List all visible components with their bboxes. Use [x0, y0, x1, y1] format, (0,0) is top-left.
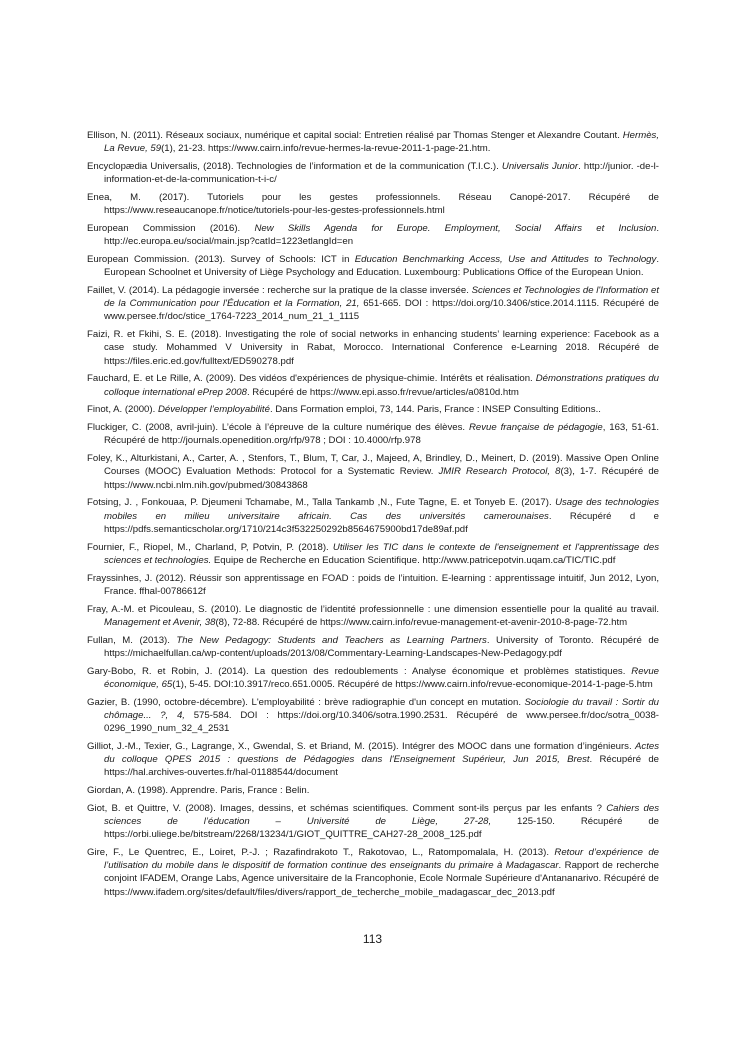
reference-text-segment: . Récupéré de https://hal.archives-ouvertes.fr/hal-01188544/document — [104, 754, 659, 779]
reference-entry — [87, 572, 659, 598]
reference-text-segment: . Récupéré de https://www.epi.asso.fr/revue/articles/a0810d.htm — [246, 386, 519, 398]
reference-text-segment: Encyclopædia Universalis, (2018). Technologies de l’information et de la communication (T.I.C.). — [87, 161, 502, 172]
reference-text-segment: (3), 1-7. Récupéré de https://www.ncbi.nlm.nih.gov/pubmed/30843868 — [104, 466, 660, 491]
reference-entry — [87, 372, 659, 398]
reference-italic-segment: Démonstrations pratiques du colloque international ePrep 2008 — [104, 373, 659, 398]
reference-entry — [87, 603, 659, 629]
reference-entry — [87, 222, 659, 248]
reference-italic-segment: The New Pedagogy: Students and Teachers as Learning Partners — [176, 634, 487, 646]
reference-text-segment: Fotsing, J. , Fonkouaa, P. Djeumeni Tchamabe, M., Talla Tankamb ,N., Fute Tagne, E. et Tonyeb E. (2017). — [87, 497, 556, 509]
reference-entry — [87, 846, 659, 899]
reference-text-segment: Fullan, M. (2013). — [87, 634, 177, 646]
reference-text-segment: Gilliot, J.-M., Texier, G., Lagrange, X., Gwendal, S. et Briand, M. (2015). Intégrer des MOOC dans une formation d’ingénieurs. — [87, 740, 635, 752]
reference-text-segment: . Dans Formation emploi, 73, 144. Paris, France : INSEP Consulting Editions.. — [269, 404, 601, 416]
reference-text-segment: Equipe de Recherche en Education Scientifique. http://www.patricepotvin.uqam.ca/TIC/TIC.pdf — [211, 554, 616, 566]
reference-text-segment: 575-584. DOI : https://doi.org/10.3406/sotra.1990.2531. Récupéré de www.persee.fr/doc/sotra_0038-0296_1990_num_32_4_2531 — [104, 709, 660, 735]
reference-text-segment: Faillet, V. (2014). La pédagogie inversée : recherche sur la pratique de la classe inversée. — [87, 285, 472, 296]
reference-italic-segment: Education Benchmarking Access, Use and Attitudes to Technology — [354, 254, 657, 265]
reference-entry — [87, 284, 659, 324]
reference-entry — [87, 496, 659, 536]
reference-italic-segment: Universalis Junior — [501, 161, 579, 172]
reference-text-segment: Finot, A. (2000). — [87, 404, 158, 416]
reference-entry — [87, 541, 659, 567]
reference-italic-segment: Management et Avenir, 38 — [104, 616, 216, 628]
reference-text-segment: Fauchard, E. et Le Rille, A. (2009). Des vidéos d'expériences de physique-chimie. Intérêts et réalisation. — [87, 373, 536, 385]
reference-text-segment: Gazier, B. (1990, octobre-décembre). L'employabilité : brève radiographie d'un concept en mutation. — [87, 696, 525, 708]
reference-italic-segment: Sociologie du travail : Sortir du chômage... ?, 4, — [104, 696, 659, 721]
reference-text-segment: . University of Toronto. Récupéré de https://michaelfullan.ca/wp-content/uploads/2013/08/Commentary-Learning-Landscapes-New-Pedagogy.pdf — [104, 634, 659, 659]
reference-entry — [87, 784, 659, 797]
reference-italic-segment: Actes du colloque QPES 2015 : questions de Pédagogies dans l'Enseignement Supérieur, Jun 2015, Brest — [104, 740, 659, 766]
reference-entry — [87, 129, 659, 155]
reference-text-segment: . http://junior. -de-l-information-et-de-la-communication-t-i-c/ — [104, 161, 659, 186]
reference-entry — [87, 452, 659, 492]
reference-text-segment: . Récupéré d e https://pdfs.semanticscholar.org/1710/214c3f532250292b8564675900bd17de89af.pdf — [104, 510, 659, 535]
reference-italic-segment: Revue française de pédagogie — [468, 422, 603, 434]
reference-text-segment: Fray, A.-M. et Picouleau, S. (2010). Le diagnostic de l’identité professionnelle : une dimension essentielle pour la qualité au travail. — [87, 603, 659, 615]
reference-text-segment: Ellison, N. (2011). Réseaux sociaux, numérique et capital social: Entretien réalisé par Thomas Stenger et Alexandre Coutant. — [87, 130, 623, 141]
reference-entry — [87, 740, 659, 780]
reference-entry — [87, 421, 659, 447]
reference-text-segment: Fluckiger, C. (2008, avril-juin). L’école à l’épreuve de la culture numérique des élèves. — [87, 422, 469, 434]
reference-text-segment: . http://ec.europa.eu/social/main.jsp?catId=1223etlangId=en — [104, 223, 659, 248]
reference-italic-segment: JMIR Research Protocol, 8 — [438, 466, 561, 478]
reference-entry — [87, 665, 659, 691]
reference-entry — [87, 802, 659, 842]
reference-text-segment: Frayssinhes, J. (2012). Réussir son apprentissage en FOAD : poids de l’intuition. E-learning : apprentissage intuitif, Jun 2012, Lyon, France. ffhal-00786612f — [87, 572, 659, 597]
reference-entry — [87, 253, 659, 279]
reference-italic-segment: Hermès, La Revue, 59 — [104, 130, 659, 155]
reference-text-segment: European Commission. (2013). Survey of Schools: ICT in — [87, 254, 355, 265]
reference-text-segment: Faizi, R. et Fkihi, S. E. (2018). Investigating the role of social networks in enhancing students’ learning experience: Facebook as a case study. Mohammed V University in Rabat, Morocco. International Conference e-Learning 2018. Récupéré de https://files.eric.ed.gov/fulltext/ED590278.pdf — [87, 329, 659, 367]
reference-text-segment: . European Schoolnet et University of Liège Psychology and Education. Luxembourg: Publications Office of the European Union. — [104, 254, 659, 279]
reference-italic-segment: Sciences et Technologies de l'Information et de la Communication pour l'Éducation et la Formation, 21, — [104, 285, 659, 310]
reference-italic-segment: Développer l’employabilité — [157, 404, 270, 416]
reference-list — [87, 129, 659, 903]
reference-text-segment: (1), 5-45. DOI:10.3917/reco.651.0005. Récupéré de https://www.cairn.info/revue-economique-2014-1-page-5.htm — [172, 678, 653, 690]
reference-italic-segment: Usage des technologies mobiles en milieu universitaire africain. Cas des universités camerounaises — [104, 497, 659, 522]
reference-text-segment: . Rapport de recherche conjoint IFADEM, Orange Labs, Agence universitaire de la Francophonie, Ecole Normale Supérieure d'Antananarivo. Récupéré de https://www.ifadem.org/sites/default/files/divers/rapport_de_techerche_mobile_madagascar_dec_2013.pdf — [104, 860, 659, 898]
reference-entry — [87, 634, 659, 660]
page-number: 113 — [362, 932, 383, 946]
reference-text-segment: 125-150. Récupéré de https://orbi.uliege.be/bitstream/2268/13234/1/GIOT_QUITTRE_CAH27-28_2008_125.pdf — [104, 816, 659, 841]
reference-italic-segment: Cahiers des sciences de l’éducation – Université de Liège, 27-28, — [104, 802, 659, 828]
reference-italic-segment: Retour d’expérience de l’utilisation du mobile dans le dispositif de formation continue des enseignants du primaire à Madagascar — [104, 847, 660, 872]
reference-text-segment: European Commission (2016). — [87, 223, 255, 234]
reference-text-segment: Gire, F., Le Quentrec, E., Loiret, P.-J. ; Razafindrakoto T., Rakotovao, L., Ratompomalala, H. (2013). — [87, 847, 555, 859]
reference-text-segment: Enea, M. (2017). Tutoriels pour les gestes professionnels. Réseau Canopé-2017. Récupéré de https://www.reseaucanope.fr/notice/tutoriels-pour-les-gestes-professionnels.html — [87, 192, 659, 217]
reference-text-segment: 651-665. DOI : https://doi.org/10.3406/stice.2014.1115. Récupéré de www.persee.fr/doc/stice_1764-7223_2014_num_21_1_1115 — [104, 298, 660, 323]
reference-text-segment: Giot, B. et Quittre, V. (2008). Images, dessins, et schémas scientifiques. Comment sont-ils perçus par les enfants ? — [87, 802, 607, 814]
reference-text-segment: (1), 21-23. https://www.cairn.info/revue-hermes-la-revue-2011-1-page-21.htm. — [161, 143, 491, 155]
reference-text-segment: , 163, 51-61. Récupéré de http://journals.openedition.org/rfp/978 ; DOI : 10.4000/rfp.978 — [104, 422, 659, 447]
reference-text-segment: Foley, K., Alturkistani, A., Carter, A. , Stenfors, T., Blum, T, Car, J., Majeed, A, Brindley, D., Meinert, D. (2019). Massive Open Online Courses (MOOC) Evaluation Methods: Protocol for a Systematic Review. — [87, 453, 659, 478]
reference-entry — [87, 696, 659, 736]
reference-italic-segment: Revue économique, 65 — [104, 665, 659, 690]
reference-entry — [87, 403, 659, 416]
reference-entry — [87, 191, 659, 217]
reference-entry — [87, 328, 659, 368]
reference-italic-segment: Utiliser les TIC dans le contexte de l'enseignement et l'apprentissage des sciences et technologies. — [104, 541, 659, 566]
reference-italic-segment: New Skills Agenda for Europe. Employment, Social Affairs et Inclusion — [254, 223, 657, 234]
reference-text-segment: (8), 72-88. Récupéré de https://www.cairn.info/revue-management-et-avenir-2010-8-page-72.htm — [215, 616, 628, 628]
reference-text-segment: Fournier, F., Riopel, M., Charland, P, Potvin, P. (2018). — [87, 541, 333, 553]
reference-entry — [87, 160, 659, 186]
reference-text-segment: Gary-Bobo, R. et Robin, J. (2014). La question des redoublements : Analyse économique et problèmes statistiques. — [87, 665, 632, 677]
reference-text-segment: Giordan, A. (1998). Apprendre. Paris, France : Belin. — [87, 785, 310, 797]
